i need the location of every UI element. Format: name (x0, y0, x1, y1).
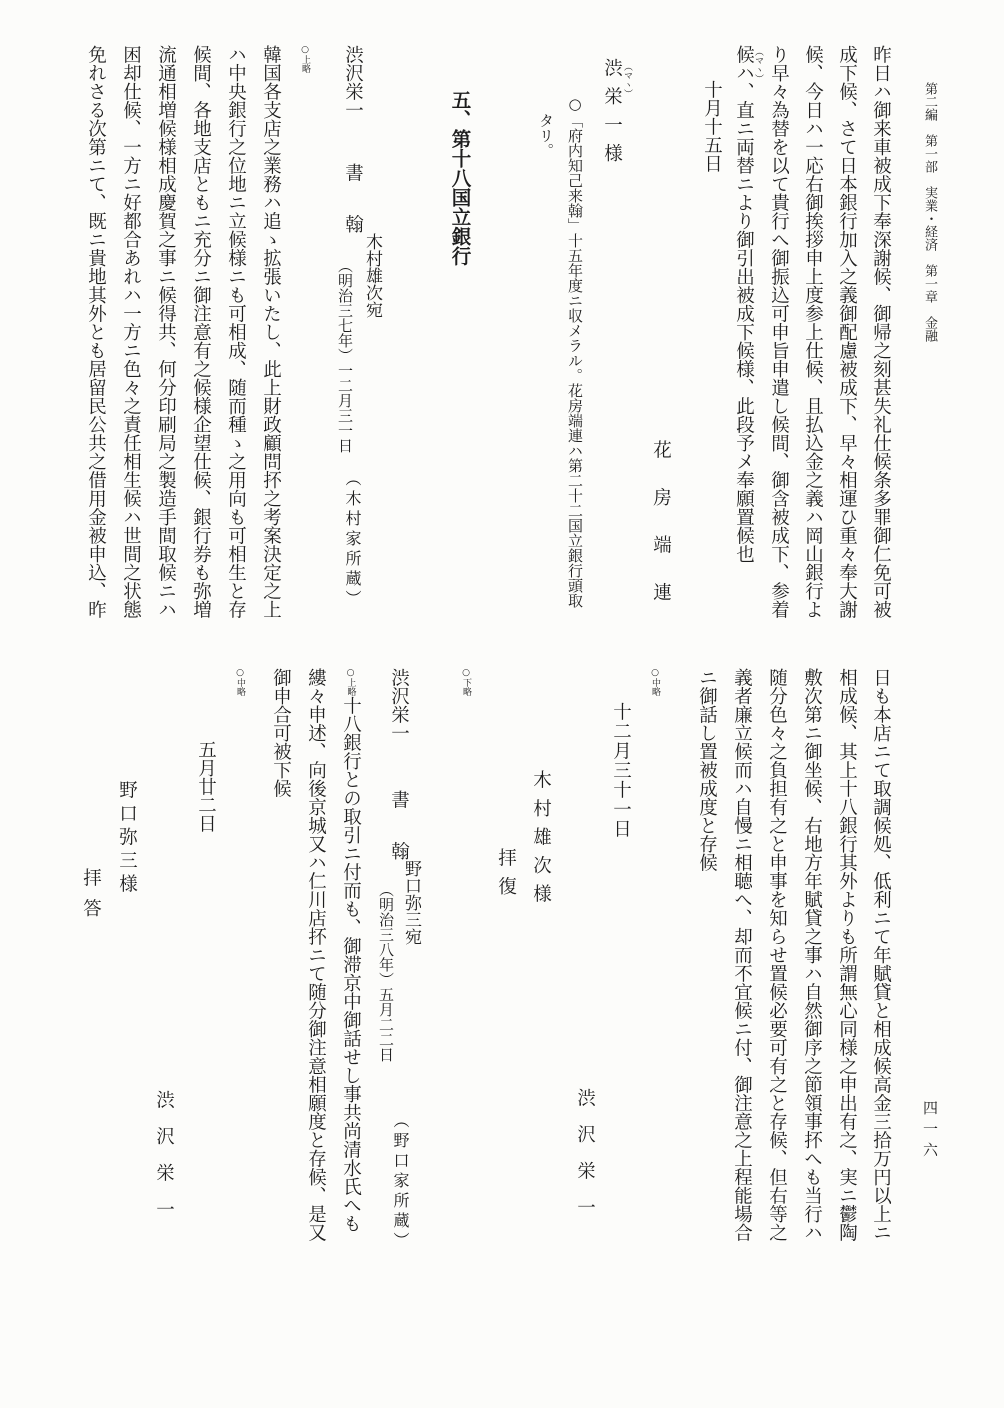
kimura-letter-line: 随分色々之負担有之と申事を知らせ置候必要可有之と存候、但右等之 (766, 668, 788, 1242)
omission-note: ○上略 (300, 45, 310, 73)
letter-title-kind: 書翰 (388, 790, 410, 893)
addressee: 渋栄一様 (601, 58, 623, 172)
kimura-letter-line: 候間、各地支店ともニ充分ニ御注意有之候様企望仕候、銀行券も弥増 (190, 45, 212, 619)
hanabusa-letter-line: 候、今日ハ一応右御挨拶申上度参上仕候、且払込金之義ハ岡山銀行よ (802, 45, 824, 619)
editor-note-line: タリ。 (537, 113, 555, 158)
closing-word: 拝復 (495, 848, 517, 905)
kimura-letter-line: 日も本店ニて取調候処、低利ニて年賦貸と相成候高金三拾万円以上ニ (870, 668, 892, 1242)
source-note: （野口家所蔵） (391, 1112, 410, 1252)
hanabusa-letter-line: 成下候、さて日本銀行加入之義御配慮被成下、早々相運ひ重々奉大謝 (836, 45, 858, 619)
hanabusa-letter-line: 昨日ハ御来車被成下奉深謝候、御帰之刻甚失礼仕候条多罪御仁免可被 (870, 45, 892, 619)
kimura-letter-line: 義者廉立候而ハ自慢ニ相聴へ、却而不宜候ニ付、御注意之上程能場合 (731, 668, 753, 1242)
letter-title-kind: 書翰 (342, 163, 364, 266)
kimura-letter-line: 困却仕候、一方ニ好都合あれハ一方ニ色々之責任相生候ハ世間之状態 (120, 45, 142, 619)
kimura-letter-line: 免れさる次第ニて、既ニ貴地其外とも居留民公共之借用金被申込、昨 (85, 45, 107, 619)
hanabusa-letter-line: 候ハ、直ニ両替ニより御引出被成下候様、此段予メ奉願置候也 (733, 45, 755, 563)
editor-note-line: ○「府内知己来翰」十五年度ニ収メラル。花房端連ハ第二十二国立銀行頭取 (566, 95, 584, 608)
letter-date: 五月廿二日 (195, 740, 217, 833)
closing-word: 拝答 (80, 868, 102, 929)
omission-note: ○中略 (650, 668, 660, 696)
omission-note: ○中略 (235, 668, 245, 696)
addressee: 野口弥三様 (116, 780, 138, 898)
letter-date: 十月十五日 (701, 80, 723, 173)
sender-signature: 渋沢栄一 (574, 1088, 596, 1234)
kimura-letter-line: 相成候、其上十八銀行其外よりも所謂無心同様之申出有之、実ニ鬱陶 (836, 668, 858, 1242)
source-note: （木村家所蔵） (343, 470, 362, 610)
kimura-letter-line: 流通相増候様相成慶賀之事ニ候得共、何分印刷局之製造手間取候ニハ (155, 45, 177, 619)
sender-signature: 花房端連 (650, 440, 672, 630)
noguchi-letter-line: 御申合可被下候 (270, 668, 292, 798)
kimura-letter-line: ハ中央銀行之位地ニ立候様ニも可相成、随而種ゝ之用向も可相生と存 (225, 45, 247, 619)
sender-signature: 渋沢栄一 (153, 1090, 175, 1236)
letter-date: 十二月三十一日 (610, 702, 632, 839)
letter-title-name: 渋沢栄一 (342, 45, 364, 119)
kimura-letter-line: ニ御話し置被成度と存候 (696, 668, 718, 872)
noguchi-letter-line: 縷々申述、向後京城又ハ仁川店抔ニて随分御注意相願度と存候、是又 (305, 668, 327, 1242)
sic-mark: （マヽ） (753, 47, 763, 83)
page-number: 四一六 (921, 1100, 939, 1163)
letter-recipient: 木村雄次宛 (362, 233, 382, 318)
section-heading: 五、第十八国立銀行 (448, 90, 472, 266)
running-head: 第二編 第一部 実業・経済 第一章 金融 (922, 82, 937, 342)
noguchi-letter-text: 十八銀行との取引ニ付而も、御滞京中御話せし事共尚清水氏へも (340, 696, 362, 1233)
letter-date-note: （明治三七年）一二月三一日 (336, 258, 354, 453)
noguchi-letter-line (341, 668, 360, 1233)
addressee: 木村雄次様 (530, 770, 552, 913)
omission-note: ○下略 (461, 668, 471, 696)
letter-recipient: 野口弥三宛 (401, 860, 421, 945)
omission-note: ○上略 (345, 668, 356, 696)
kimura-letter-line: 韓国各支店之業務ハ追ゝ拡張いたし、此上財政顧問抔之考案決定之上 (260, 45, 282, 619)
kimura-letter-line: 敷次第ニ御坐候、右地方年賦貸之事ハ自然御序之節領事抔へも当行ハ (801, 668, 823, 1242)
letter-date-note: （明治三八年）五月二二日 (377, 882, 395, 1062)
letter-title-name: 渋沢栄一 (388, 668, 410, 742)
sic-mark: （マヽ） (622, 62, 632, 98)
hanabusa-letter-line: り早々為替を以て貴行へ御振込可申旨申遣し候間、御含被成下、参着 (768, 45, 790, 619)
